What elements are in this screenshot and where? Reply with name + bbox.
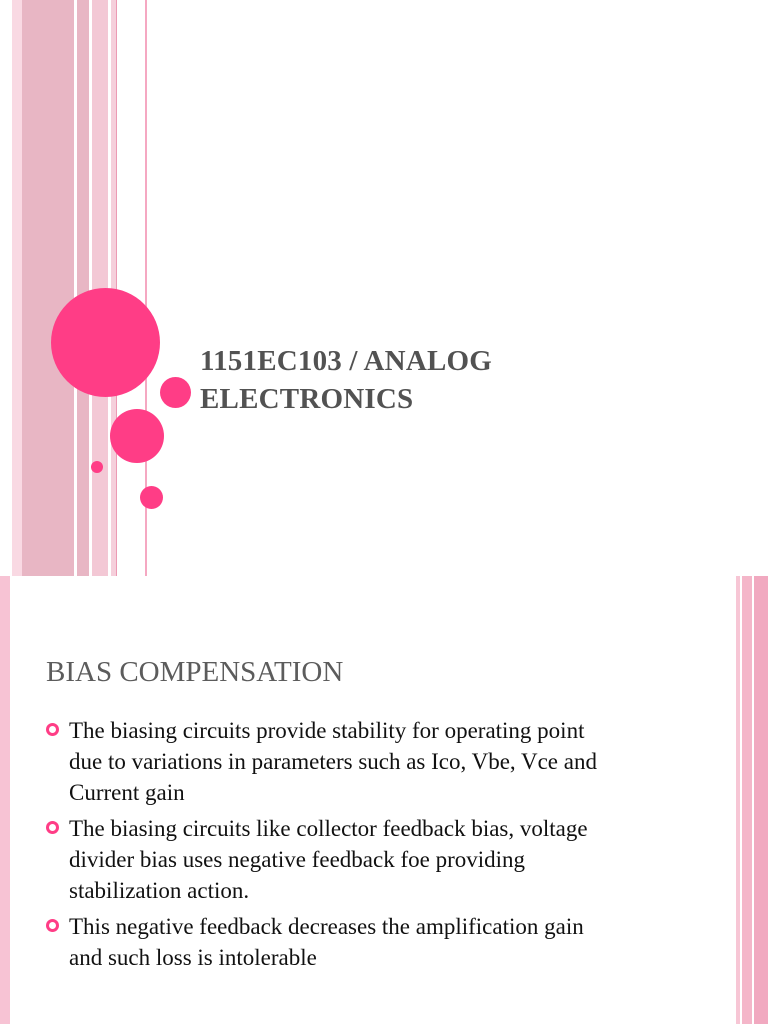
bullet-ring-icon <box>46 919 59 932</box>
slide-title <box>200 342 720 418</box>
slide-heading: BIAS COMPENSATION <box>46 656 344 688</box>
bullet-line: and such loss is intolerable <box>69 945 317 970</box>
bullet-item <box>46 715 696 808</box>
bullet-line: stabilization action. <box>69 878 250 903</box>
slide-title-line: 1151EC103 / ANALOG <box>200 345 493 377</box>
bullet-line: due to variations in parameters such as Ico, Vbe, Vce and <box>69 749 597 774</box>
decorative-stripe <box>754 576 768 1024</box>
bullet-ring-icon <box>46 821 59 834</box>
bullet-line: Current gain <box>69 780 185 805</box>
bullet-line: This negative feedback decreases the amplification gain <box>69 914 584 939</box>
decorative-circle-small <box>160 377 191 408</box>
bullet-line: The biasing circuits provide stability for operating point <box>69 718 585 743</box>
decorative-circle-medium <box>110 409 164 463</box>
slide-title-line: ELECTRONICS <box>200 383 414 415</box>
decorative-circle-large <box>51 288 160 397</box>
bullet-ring-icon <box>46 723 59 736</box>
decorative-stripe <box>742 576 752 1024</box>
content-slide <box>0 576 768 1024</box>
bullet-line: divider bias uses negative feedback foe providing <box>69 847 526 872</box>
decorative-stripe <box>77 0 89 576</box>
bullet-item <box>46 911 696 973</box>
decorative-stripe <box>22 0 74 576</box>
decorative-stripe <box>0 576 10 1024</box>
bullet-list <box>46 715 696 978</box>
decorative-stripe <box>736 576 740 1024</box>
bullet-line: The biasing circuits like collector feedback bias, voltage <box>69 816 588 841</box>
bullet-item <box>46 813 696 906</box>
decorative-stripe <box>116 0 117 576</box>
decorative-circle-tiny <box>91 461 103 473</box>
decorative-circle-small <box>140 486 163 509</box>
decorative-stripe <box>12 0 22 576</box>
left-margin <box>0 0 12 576</box>
